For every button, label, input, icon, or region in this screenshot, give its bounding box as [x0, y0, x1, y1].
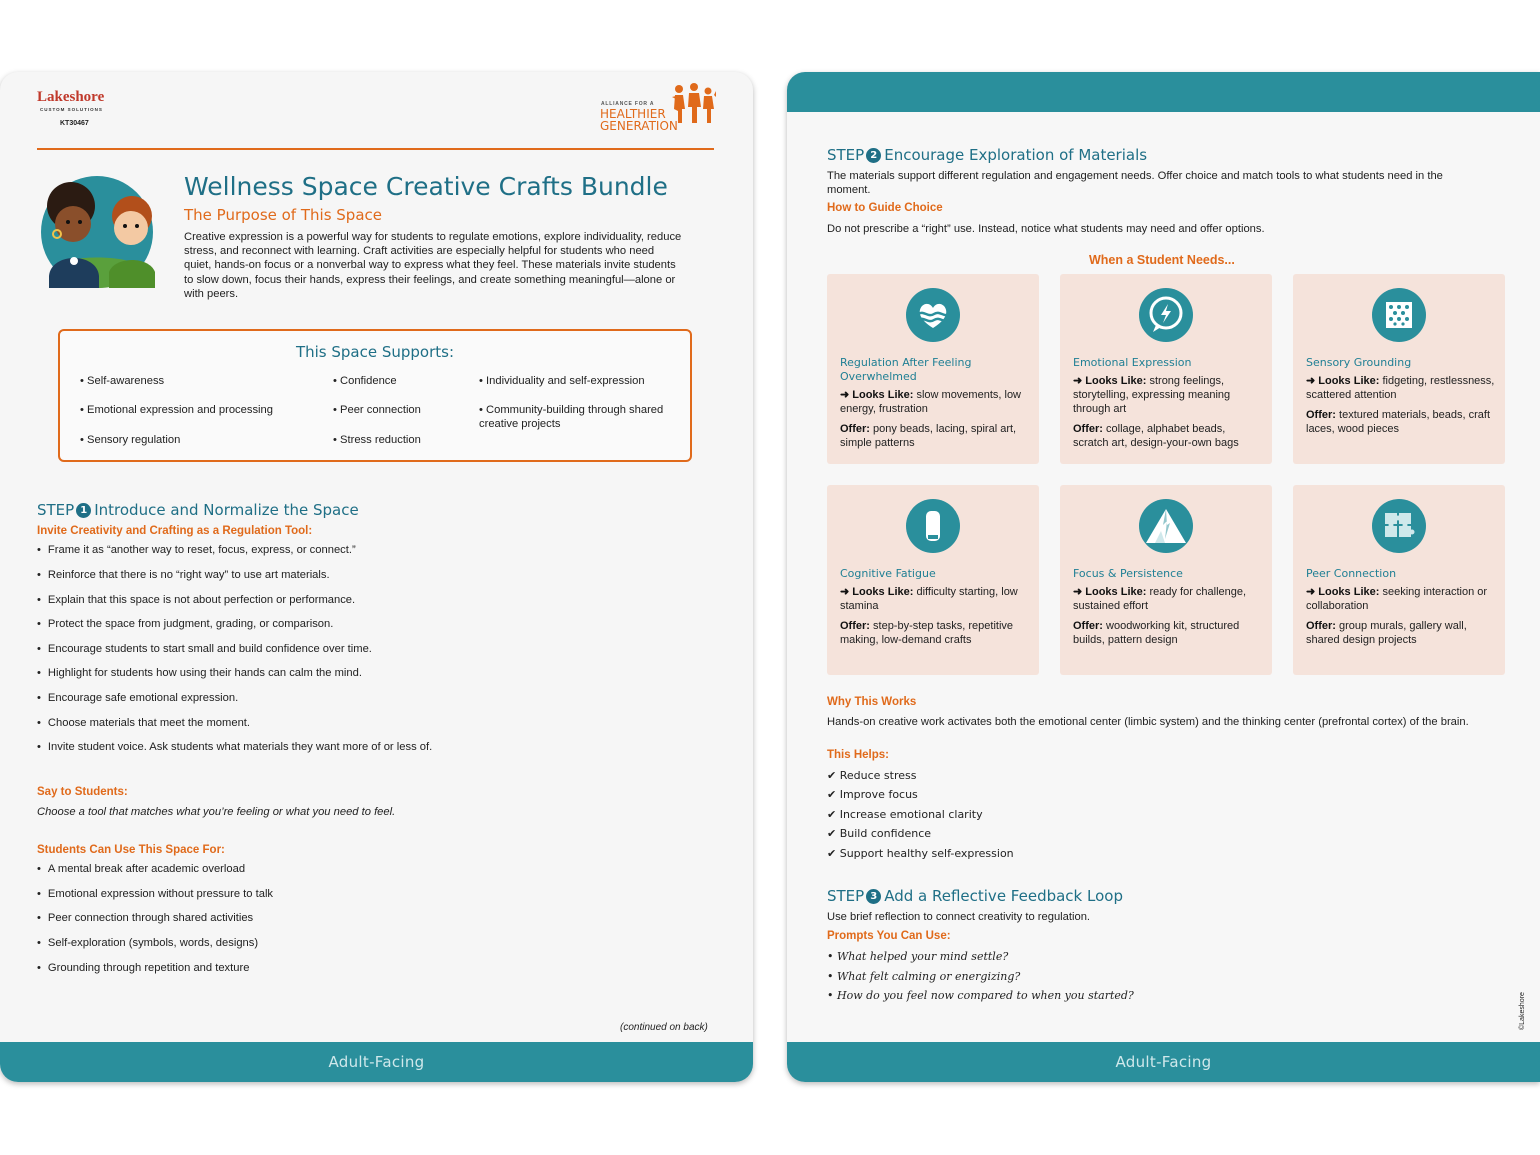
product-code: KT30467: [60, 120, 89, 127]
support-item: • Sensory regulation: [80, 434, 181, 446]
this-helps-label: This Helps:: [827, 749, 889, 761]
tile-offer: Offer: textured materials, beads, craft laces, wood pieces: [1306, 409, 1491, 435]
prompts-label: Prompts You Can Use:: [827, 930, 951, 942]
list-item: • Explain that this space is not about perfection or performance.: [37, 594, 355, 606]
list-item: • A mental break after academic overload: [37, 863, 245, 875]
list-item: ✔ Reduce stress: [827, 769, 917, 782]
needs-heading: When a Student Needs...: [1089, 253, 1235, 267]
list-item: • What helped your mind settle?: [827, 950, 1009, 963]
support-item: • Emotional expression and processing: [80, 404, 273, 416]
tile-looks-like: ➜ Looks Like: slow movements, low energy, frustration: [840, 389, 1022, 415]
low-battery-icon: [906, 499, 960, 553]
copyright-note: ©Lakeshore: [1519, 992, 1526, 1030]
back-page: [787, 72, 1540, 1082]
heart-waves-icon: [906, 288, 960, 342]
lakeshore-logo: Lakeshore: [37, 89, 105, 105]
tile-offer: Offer: group murals, gallery wall, shared design projects: [1306, 620, 1467, 646]
step-3-intro: Use brief reflection to connect creativity to regulation.: [827, 911, 1091, 923]
tile-offer: Offer: step-by-step tasks, repetitive making, low-demand crafts: [840, 620, 1014, 646]
page-title: Wellness Space Creative Crafts Bundle: [184, 172, 668, 201]
continued-note: (continued on back): [620, 1022, 708, 1033]
tile-offer: Offer: woodworking kit, structured builds, pattern design: [1073, 620, 1240, 646]
need-tile: [827, 485, 1039, 675]
tile-title: Peer Connection: [1306, 567, 1397, 580]
list-item: • Encourage students to start small and build confidence over time.: [37, 643, 372, 655]
need-tile: [1060, 485, 1272, 675]
footer-band: Adult-Facing: [787, 1042, 1540, 1082]
students-use-list: [37, 863, 637, 983]
list-item: • What felt calming or energizing?: [827, 970, 1021, 983]
list-item: • Highlight for students how using their hands can calm the mind.: [37, 667, 362, 679]
need-tile: [1293, 274, 1505, 464]
why-works-text: Hands-on creative work activates both the emotional center (limbic system) and the thinking center (prefrontal cortex) of the brain.: [827, 716, 1469, 728]
list-item: • Peer connection through shared activities: [37, 912, 253, 924]
tile-offer: Offer: pony beads, lacing, spiral art, simple patterns: [840, 423, 1017, 449]
step-number-badge: 1: [76, 503, 91, 518]
need-tile: [827, 274, 1039, 464]
step-1-subtitle: Invite Creativity and Crafting as a Regulation Tool:: [37, 525, 313, 537]
partner-logo-text: HEALTHIER GENERATION: [600, 107, 678, 133]
tile-looks-like: ➜ Looks Like: difficulty starting, low stamina: [840, 586, 1018, 612]
tile-looks-like: ➜ Looks Like: strong feelings, storytelling, expressing meaning through art: [1073, 375, 1231, 415]
lakeshore-logo-subtitle: CUSTOM SOLUTIONS: [40, 107, 103, 112]
list-item: • Frame it as “another way to reset, focus, express, or connect.”: [37, 544, 356, 556]
list-item: ✔ Improve focus: [827, 788, 918, 801]
supports-heading: This Space Supports:: [295, 343, 455, 361]
list-item: • Emotional expression without pressure to talk: [37, 888, 273, 900]
partner-figures-icon: [670, 83, 716, 127]
purpose-paragraph: Creative expression is a powerful way for students to regulate emotions, explore individuality, reduce stress, and reconnect with learning. Craft activities are especially helpful for students who need quiet, hands-on focus or a nonverbal way to express what they feel. These materials invite students to slow down, focus their hands, express their feelings, and create something meaningful—alone or with peers.: [184, 231, 682, 300]
need-tile: [1293, 485, 1505, 675]
support-item: • Individuality and self-expression: [479, 375, 645, 387]
list-item: • Encourage safe emotional expression.: [37, 692, 238, 704]
mountain-icon: [1139, 499, 1193, 553]
guide-choice-label: How to Guide Choice: [827, 202, 943, 214]
header-band: [787, 72, 1540, 112]
list-item: • Self-exploration (symbols, words, designs): [37, 937, 258, 949]
step-2-intro: The materials support different regulation and engagement needs. Offer choice and match tools to what students need in the moment.: [827, 170, 1443, 196]
tile-looks-like: ➜ Looks Like: seeking interaction or collaboration: [1306, 586, 1488, 612]
list-item: • Invite student voice. Ask students what materials they want more of or less of.: [37, 741, 432, 753]
support-item: • Community-building through shared creative projects: [479, 404, 664, 430]
step-3-heading: STEP 3 Add a Reflective Feedback Loop: [827, 887, 1123, 905]
tile-looks-like: ➜ Looks Like: fidgeting, restlessness, scattered attention: [1306, 375, 1495, 401]
partner-logo-small: ALLIANCE FOR A: [601, 101, 655, 107]
prompts-list: [827, 950, 1227, 1010]
header-divider: [37, 148, 714, 150]
tile-offer: Offer: collage, alphabet beads, scratch art, design-your-own bags: [1073, 423, 1239, 449]
step-1-heading: STEP 1 Introduce and Normalize the Space: [37, 501, 359, 519]
support-item: • Peer connection: [333, 404, 421, 416]
list-item: • How do you feel now compared to when you started?: [827, 989, 1134, 1002]
list-item: • Protect the space from judgment, grading, or comparison.: [37, 618, 333, 630]
tile-title: Cognitive Fatigue: [840, 567, 936, 580]
support-item: • Self-awareness: [80, 375, 165, 387]
list-item: • Reinforce that there is no “right way” to use art materials.: [37, 569, 330, 581]
students-use-label: Students Can Use This Space For:: [37, 844, 225, 856]
support-item: • Stress reduction: [333, 434, 421, 446]
step-1-list: [37, 544, 637, 774]
list-item: • Grounding through repetition and texture: [37, 962, 249, 974]
this-helps-list: [827, 769, 1127, 869]
footer-band: Adult-Facing: [0, 1042, 753, 1082]
lightning-bubble-icon: [1139, 288, 1193, 342]
step-number-badge: 3: [866, 889, 881, 904]
tile-title: Sensory Grounding: [1306, 356, 1412, 369]
support-item: • Confidence: [333, 375, 397, 387]
tile-title: Focus & Persistence: [1073, 567, 1183, 580]
puzzle-icon: [1372, 499, 1426, 553]
tile-looks-like: ➜ Looks Like: ready for challenge, sustained effort: [1073, 586, 1247, 612]
step-number-badge: 2: [866, 148, 881, 163]
list-item: ✔ Support healthy self-expression: [827, 847, 1014, 860]
list-item: • Choose materials that meet the moment.: [37, 717, 250, 729]
purpose-heading: The Purpose of This Space: [184, 206, 382, 224]
need-tile: [1060, 274, 1272, 464]
tile-title: Emotional Expression: [1073, 356, 1192, 369]
list-item: ✔ Build confidence: [827, 827, 932, 840]
texture-grid-icon: [1372, 288, 1426, 342]
say-to-students-label: Say to Students:: [37, 786, 128, 798]
step-2-heading: STEP 2 Encourage Exploration of Materials: [827, 146, 1148, 164]
front-page: [0, 72, 753, 1082]
list-item: ✔ Increase emotional clarity: [827, 808, 983, 821]
adults-avatar-icon: [37, 176, 155, 288]
tile-title: Regulation After Feeling Overwhelmed: [840, 356, 972, 383]
supports-box: [58, 329, 692, 462]
say-to-students-text: Choose a tool that matches what you’re feeling or what you need to feel.: [37, 806, 396, 818]
guide-choice-text: Do not prescribe a “right” use. Instead, notice what students may need and offer options.: [827, 223, 1265, 235]
why-works-label: Why This Works: [827, 696, 917, 708]
